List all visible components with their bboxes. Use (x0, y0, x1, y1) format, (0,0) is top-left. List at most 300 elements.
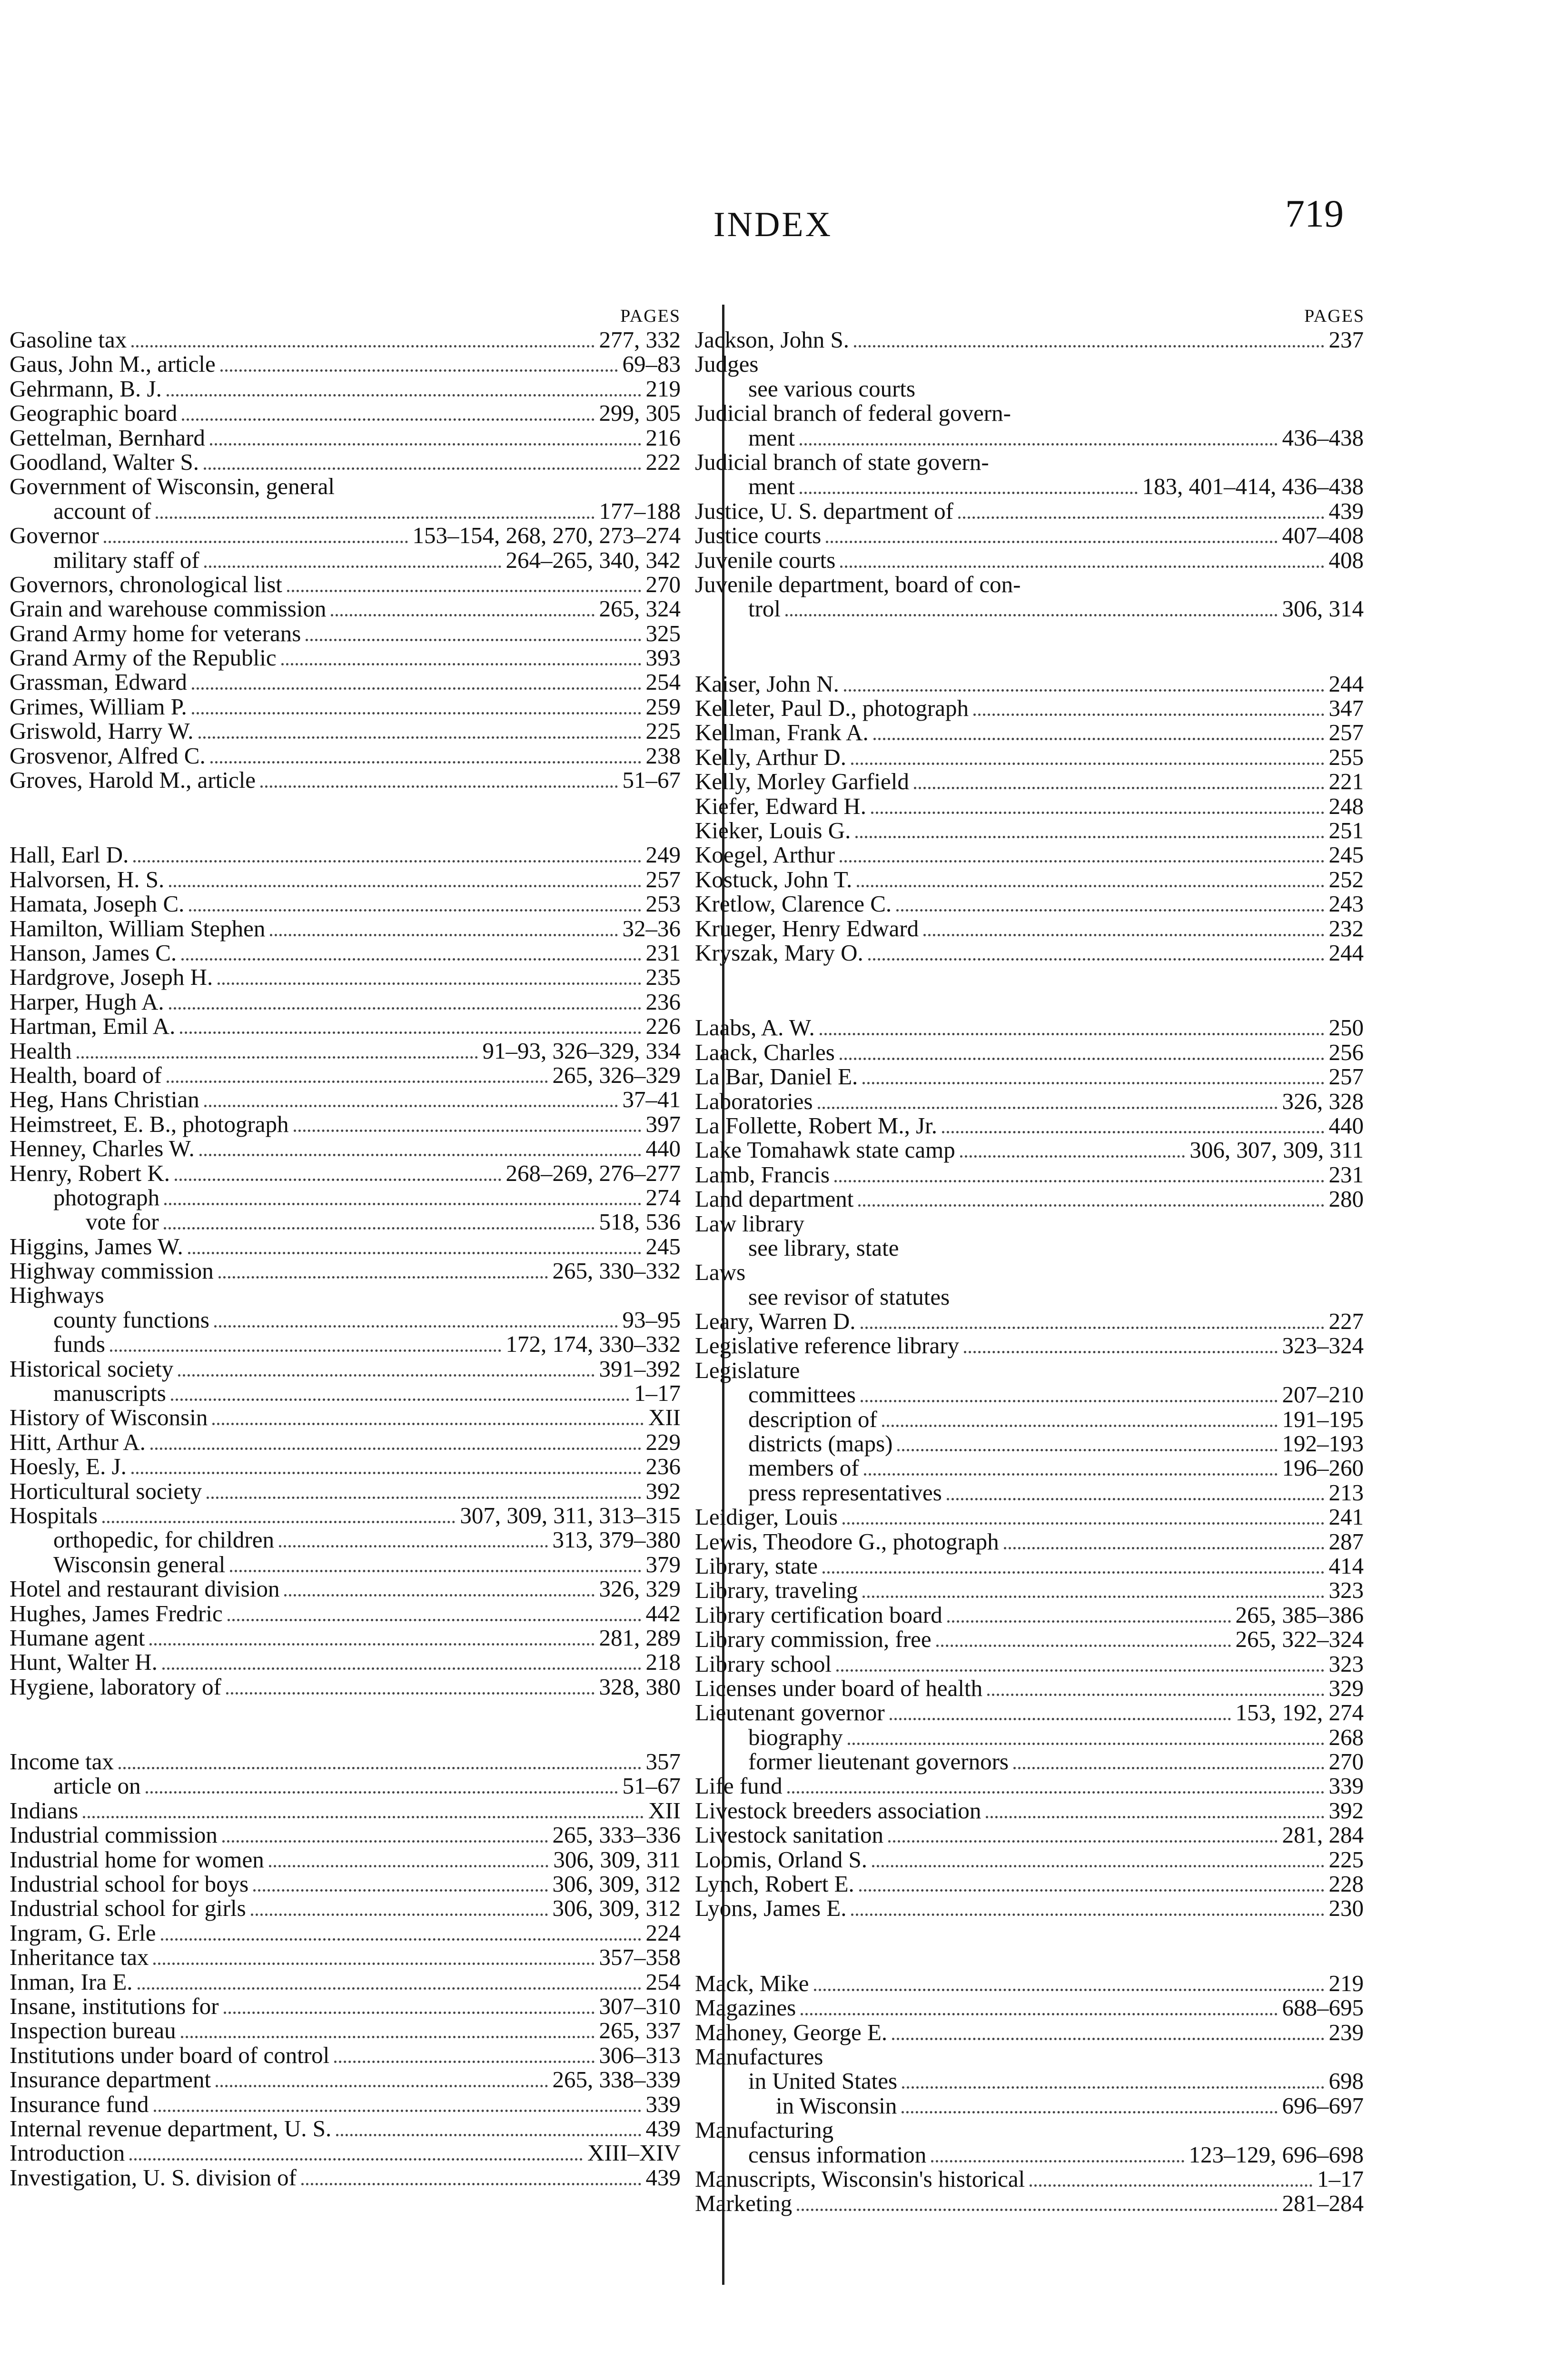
dot-leader (212, 1410, 644, 1425)
index-term: Judicial branch of federal govern- (695, 400, 1011, 426)
page-reference: 265, 330–332 (552, 1258, 681, 1284)
dot-leader (110, 1337, 501, 1352)
dot-leader (161, 1925, 641, 1941)
index-subentry (10, 1527, 681, 1552)
index-entry (695, 769, 1373, 793)
index-entry (10, 916, 681, 941)
index-term: Horticultural society (10, 1478, 202, 1504)
dot-leader (207, 1484, 641, 1499)
page-reference: 323 (1328, 1577, 1364, 1604)
index-term: Industrial home for women (10, 1846, 264, 1873)
index-term: Lewis, Theodore G., photograph (695, 1528, 999, 1555)
page-title: INDEX (713, 205, 833, 244)
index-term: former lieutenant governors (748, 1748, 1009, 1775)
index-entry (695, 1089, 1373, 1113)
dot-leader (220, 357, 618, 372)
index-term: Industrial school for girls (10, 1895, 246, 1922)
page-reference: 243 (1328, 891, 1364, 917)
dot-leader (936, 1632, 1231, 1647)
index-term: see revisor of statutes (748, 1283, 950, 1310)
dot-leader (204, 1092, 618, 1107)
page-reference: 280 (1328, 1186, 1364, 1212)
page-reference: 329 (1328, 1675, 1364, 1701)
dot-leader (218, 970, 641, 985)
dot-leader (947, 1607, 1231, 1623)
page-reference: 250 (1328, 1014, 1364, 1041)
index-subentry (695, 1456, 1373, 1480)
index-entry (10, 1014, 681, 1038)
page-reference: 439 (645, 2164, 681, 2191)
index-term: account of (53, 497, 151, 524)
page-reference: 306, 309, 312 (552, 1895, 681, 1922)
index-entry (695, 401, 1373, 425)
dot-leader (987, 1681, 1324, 1696)
index-entry (10, 377, 681, 401)
dot-leader (180, 1019, 641, 1034)
index-entry (10, 941, 681, 965)
dot-leader (958, 504, 1324, 519)
index-entry (695, 1554, 1373, 1578)
index-entry (695, 1138, 1373, 1162)
dot-leader (800, 430, 1278, 446)
dot-leader (216, 2072, 547, 2087)
index-term: Inspection bureau (10, 2017, 176, 2044)
pages-column-label: PAGES (620, 306, 681, 326)
page-reference: 268 (1328, 1724, 1364, 1750)
page-reference: 392 (1328, 1797, 1364, 1824)
index-entry (695, 1333, 1373, 1358)
dot-leader (294, 1117, 641, 1132)
page-reference: 397 (645, 1111, 681, 1137)
dot-leader (840, 1045, 1324, 1060)
index-term: Life fund (695, 1773, 783, 1799)
index-term: Hamata, Joseph C. (10, 891, 185, 917)
index-entry (695, 1603, 1373, 1627)
dot-leader (882, 1412, 1278, 1427)
page-reference: 391–392 (599, 1355, 681, 1382)
dot-leader (164, 1190, 641, 1205)
left-index-column (10, 305, 681, 2240)
index-entry (695, 696, 1373, 720)
page-reference: 281, 284 (1282, 1822, 1364, 1848)
index-term: ment (748, 473, 795, 500)
index-entry (695, 1896, 1373, 1920)
index-subentry (10, 1381, 681, 1405)
page-reference: 440 (645, 1135, 681, 1162)
dot-leader (119, 1754, 641, 1769)
page-reference: 408 (1328, 546, 1364, 573)
index-term: Goodland, Walter S. (10, 448, 199, 475)
dot-leader (897, 1436, 1277, 1451)
index-entry (10, 2018, 681, 2043)
index-term: Grimes, William P. (10, 693, 187, 720)
page-reference: 255 (1328, 744, 1364, 770)
index-entry (695, 1971, 1373, 1995)
dot-leader (1030, 2172, 1312, 2187)
page-reference: 299, 305 (599, 400, 681, 426)
index-term: county functions (53, 1306, 209, 1333)
index-term: Marketing (695, 2190, 793, 2217)
page-reference: 249 (645, 842, 681, 868)
page-reference: 257 (645, 866, 681, 892)
index-entry (10, 1357, 681, 1381)
index-group-h (10, 843, 681, 1699)
index-term: manuscripts (53, 1380, 166, 1407)
index-entry (10, 2067, 681, 2092)
dot-leader (167, 381, 641, 397)
page-reference: 228 (1328, 1871, 1364, 1897)
index-term: Health, board of (10, 1061, 162, 1088)
index-entry (695, 2167, 1373, 2191)
index-subentry (10, 1210, 681, 1234)
index-term: Governor (10, 522, 99, 549)
page-reference: 518, 536 (599, 1209, 681, 1235)
index-term: Judges (695, 351, 759, 377)
page-reference: 323–324 (1282, 1332, 1364, 1359)
index-term: Jackson, John S. (695, 327, 849, 353)
index-entry (10, 1112, 681, 1136)
dot-leader (269, 1852, 549, 1867)
page-reference: 277, 332 (599, 327, 681, 353)
page-reference: 230 (1328, 1895, 1364, 1922)
index-entry (10, 1234, 681, 1259)
dot-leader (840, 553, 1324, 568)
page-reference: XII (648, 1797, 681, 1824)
page-reference: 245 (1328, 842, 1364, 868)
index-entry (10, 2165, 681, 2190)
index-entry (10, 2043, 681, 2067)
dot-leader (171, 1386, 629, 1401)
page-reference: 265, 385–386 (1235, 1601, 1364, 1628)
index-entry (695, 1113, 1373, 1138)
index-term: Livestock sanitation (695, 1822, 883, 1848)
page-reference: 248 (1328, 793, 1364, 819)
index-term: Health (10, 1037, 72, 1064)
dot-leader (336, 2121, 641, 2136)
page-reference: 192–193 (1282, 1430, 1364, 1457)
index-subentry (695, 2093, 1373, 2118)
dot-leader (814, 1976, 1324, 1991)
index-entry (10, 1823, 681, 1847)
page-reference: 224 (645, 1919, 681, 1946)
index-entry (10, 621, 681, 645)
index-entry (10, 1405, 681, 1429)
page-reference: 287 (1328, 1528, 1364, 1555)
dot-leader (823, 1558, 1324, 1574)
index-entry (10, 719, 681, 743)
page-reference: 306, 309, 312 (552, 1871, 681, 1897)
dot-leader (851, 1901, 1324, 1916)
page-reference: 436–438 (1282, 424, 1364, 451)
page-reference: 256 (1328, 1039, 1364, 1065)
index-group-k (695, 672, 1373, 965)
page-reference: 226 (645, 1013, 681, 1040)
page-reference: 219 (645, 375, 681, 402)
dot-leader (868, 945, 1324, 961)
index-subentry (695, 1725, 1373, 1749)
index-term: see library, state (748, 1234, 899, 1261)
index-term: Kryszak, Mary O. (695, 939, 863, 966)
dot-leader (836, 1656, 1324, 1672)
index-entry (695, 1774, 1373, 1798)
page-reference: 219 (1328, 1970, 1364, 1996)
index-entry (10, 327, 681, 352)
dot-leader (306, 626, 641, 641)
index-subentry (695, 426, 1373, 450)
dot-leader (871, 799, 1324, 814)
index-term: Kelleter, Paul D., photograph (695, 695, 969, 722)
page-reference: 229 (645, 1428, 681, 1455)
index-term: in Wisconsin (776, 2092, 897, 2119)
dot-leader (175, 1166, 501, 1181)
index-term: Hardgrove, Joseph H. (10, 964, 213, 991)
index-entry (10, 867, 681, 892)
index-entry (10, 572, 681, 596)
page-reference: 51–67 (622, 767, 681, 793)
index-entry (695, 1015, 1373, 1040)
index-term: military staff of (53, 546, 199, 573)
dot-leader (181, 2023, 595, 2038)
index-subentry (10, 499, 681, 523)
index-term: biography (748, 1724, 843, 1750)
index-entry (10, 1577, 681, 1601)
index-term: Gehrmann, B. J. (10, 375, 162, 402)
index-entry (10, 645, 681, 670)
dot-leader (210, 430, 641, 446)
dot-leader (840, 847, 1324, 863)
page-reference: 225 (645, 718, 681, 744)
page-reference: 265, 333–336 (552, 1822, 681, 1848)
index-term: Institutions under board of control (10, 2042, 330, 2068)
dot-leader (834, 1167, 1324, 1182)
page-reference: 439 (645, 2115, 681, 2142)
page-reference: 442 (645, 1600, 681, 1626)
index-entry (695, 1847, 1373, 1872)
page-reference: 281–284 (1282, 2190, 1364, 2217)
index-entry (695, 916, 1373, 941)
index-term: Insurance department (10, 2066, 211, 2093)
page-reference: 251 (1328, 817, 1364, 844)
index-entry (10, 843, 681, 867)
page-reference: 32–36 (622, 915, 681, 942)
dot-leader (224, 1999, 595, 2014)
index-entry (695, 1995, 1373, 2020)
index-group-l (695, 1015, 1373, 1920)
index-entry (10, 1087, 681, 1111)
page-reference: 281, 289 (599, 1624, 681, 1651)
index-entry (695, 1652, 1373, 1676)
dot-leader (251, 1901, 548, 1916)
page-reference: 259 (645, 693, 681, 720)
page-reference: 123–129, 696–698 (1189, 2141, 1364, 2168)
index-term: Geographic board (10, 400, 178, 426)
index-entry (10, 450, 681, 474)
index-group-m (695, 1971, 1373, 2216)
index-subentry (695, 1285, 1373, 1309)
index-term: Heg, Hans Christian (10, 1086, 199, 1113)
page-reference: 347 (1328, 695, 1364, 722)
index-term: Land department (695, 1186, 854, 1212)
page-reference: 254 (645, 669, 681, 695)
index-term: Highways (10, 1282, 104, 1309)
index-term: Livestock breeders association (695, 1797, 981, 1824)
dot-leader (169, 872, 641, 887)
right-index-column (695, 305, 1373, 2266)
page-reference: 306–313 (599, 2042, 681, 2068)
index-term: Mahoney, George E. (695, 2019, 888, 2045)
index-group-i (10, 1749, 681, 2190)
page-reference: 153, 192, 274 (1235, 1699, 1364, 1726)
page-reference: 196–260 (1282, 1455, 1364, 1481)
index-entry (10, 426, 681, 450)
pages-column-label: PAGES (1304, 306, 1365, 326)
dot-leader (131, 332, 594, 347)
index-subentry (695, 596, 1373, 621)
index-term: Groves, Harold M., article (10, 767, 256, 793)
dot-leader (167, 1068, 548, 1083)
page-reference: 265, 337 (599, 2017, 681, 2044)
index-entry (695, 794, 1373, 818)
index-term: Laabs, A. W. (695, 1014, 815, 1041)
dot-leader (931, 2147, 1184, 2162)
dot-leader (153, 1950, 594, 1965)
index-term: Hitt, Arthur A. (10, 1428, 146, 1455)
index-term: Loomis, Orland S. (695, 1846, 868, 1873)
page-reference: 328, 380 (599, 1673, 681, 1700)
index-subentry (10, 548, 681, 572)
index-term: Grain and warehouse commission (10, 595, 327, 622)
index-term: Halvorsen, H. S. (10, 866, 165, 892)
index-entry (695, 818, 1373, 843)
index-term: Laack, Charles (695, 1039, 835, 1065)
dot-leader (914, 774, 1324, 789)
index-subentry (10, 1332, 681, 1356)
index-entry (695, 1676, 1373, 1700)
index-entry (10, 474, 681, 498)
dot-leader (858, 1191, 1324, 1207)
dot-leader (787, 1779, 1324, 1794)
dot-leader (226, 1679, 595, 1695)
index-term: Hunt, Walter H. (10, 1649, 158, 1676)
dot-leader (149, 1630, 594, 1646)
page-reference: 69–83 (622, 351, 681, 377)
dot-leader (178, 1361, 594, 1377)
index-term: Indians (10, 1797, 79, 1824)
index-term: Investigation, U. S. division of (10, 2164, 297, 2191)
dot-leader (844, 676, 1324, 692)
index-term: Government of Wisconsin, general (10, 473, 335, 500)
index-term: funds (53, 1331, 105, 1358)
dot-leader (973, 701, 1324, 716)
index-entry (10, 670, 681, 694)
index-term: Lieutenant governor (695, 1699, 885, 1726)
page-reference: 257 (1328, 1063, 1364, 1090)
index-subentry (695, 474, 1373, 498)
page-reference: 245 (645, 1233, 681, 1259)
index-term: Insurance fund (10, 2091, 149, 2117)
index-entry (10, 1749, 681, 1774)
page-reference: 235 (645, 964, 681, 991)
index-subentry (10, 1185, 681, 1210)
dot-leader (133, 847, 641, 863)
index-subentry (695, 1431, 1373, 1456)
index-term: article on (53, 1773, 141, 1799)
index-term: Wisconsin general (53, 1551, 226, 1577)
index-term: Legislative reference library (695, 1332, 960, 1359)
index-entry (695, 548, 1373, 572)
page-reference: 236 (645, 988, 681, 1015)
dot-leader (923, 921, 1324, 936)
index-entry (10, 596, 681, 621)
index-term: Library certification board (695, 1601, 942, 1628)
index-term: Manufacturing (695, 2117, 834, 2143)
dot-leader (287, 577, 641, 592)
dot-leader (842, 1509, 1324, 1525)
page-reference: 238 (645, 742, 681, 769)
index-term: Hanson, James C. (10, 939, 177, 966)
dot-leader (192, 675, 641, 690)
index-term: Humane agent (10, 1624, 145, 1651)
dot-leader (279, 1532, 548, 1547)
page-reference: 323 (1328, 1650, 1364, 1677)
page-reference: 91–93, 326–329, 334 (482, 1037, 681, 1064)
index-subentry (10, 1774, 681, 1798)
index-group-g (10, 327, 681, 792)
index-term: Manuscripts, Wisconsin's historical (695, 2165, 1025, 2192)
page-reference: 1–17 (1317, 2165, 1364, 2192)
page-reference: 264–265, 340, 342 (505, 546, 681, 573)
dot-leader (1004, 1534, 1324, 1549)
page-reference: 265, 322–324 (1235, 1626, 1364, 1653)
page-reference: 339 (1328, 1773, 1364, 1799)
page-reference: 414 (1328, 1552, 1364, 1579)
index-term: Kiefer, Edward H. (695, 793, 866, 819)
page-reference: 241 (1328, 1504, 1364, 1530)
page-reference: 306, 314 (1282, 595, 1364, 622)
dot-leader (188, 1239, 641, 1254)
index-term: Governors, chronological list (10, 571, 282, 597)
index-entry (10, 744, 681, 768)
dot-leader (890, 1705, 1231, 1720)
page-reference: 177–188 (599, 497, 681, 524)
index-entry (695, 672, 1373, 696)
index-term: Hamilton, William Stephen (10, 915, 266, 942)
index-term: Grassman, Edward (10, 669, 187, 695)
index-term: Hygiene, laboratory of (10, 1673, 221, 1700)
index-term: Laboratories (695, 1088, 813, 1114)
index-term: Lamb, Francis (695, 1161, 830, 1188)
index-subentry (695, 1480, 1373, 1505)
dot-leader (281, 650, 641, 665)
index-entry (695, 1187, 1373, 1211)
index-term: Industrial school for boys (10, 1871, 249, 1897)
page-reference: XIII–XIV (587, 2140, 681, 2166)
page-reference: 268–269, 276–277 (505, 1160, 681, 1186)
page-reference: 339 (645, 2091, 681, 2117)
index-term: Harper, Hugh A. (10, 988, 164, 1015)
index-subentry (10, 1308, 681, 1332)
index-term: Inheritance tax (10, 1944, 149, 1971)
page-reference: 357–358 (599, 1944, 681, 1971)
index-term: History of Wisconsin (10, 1404, 208, 1431)
index-term: Licenses under board of health (695, 1675, 983, 1701)
dot-leader (104, 528, 408, 543)
index-entry (10, 1454, 681, 1478)
index-term: Historical society (10, 1355, 174, 1382)
index-entry (695, 1260, 1373, 1284)
index-term: committees (748, 1381, 856, 1408)
index-entry (10, 1945, 681, 1969)
